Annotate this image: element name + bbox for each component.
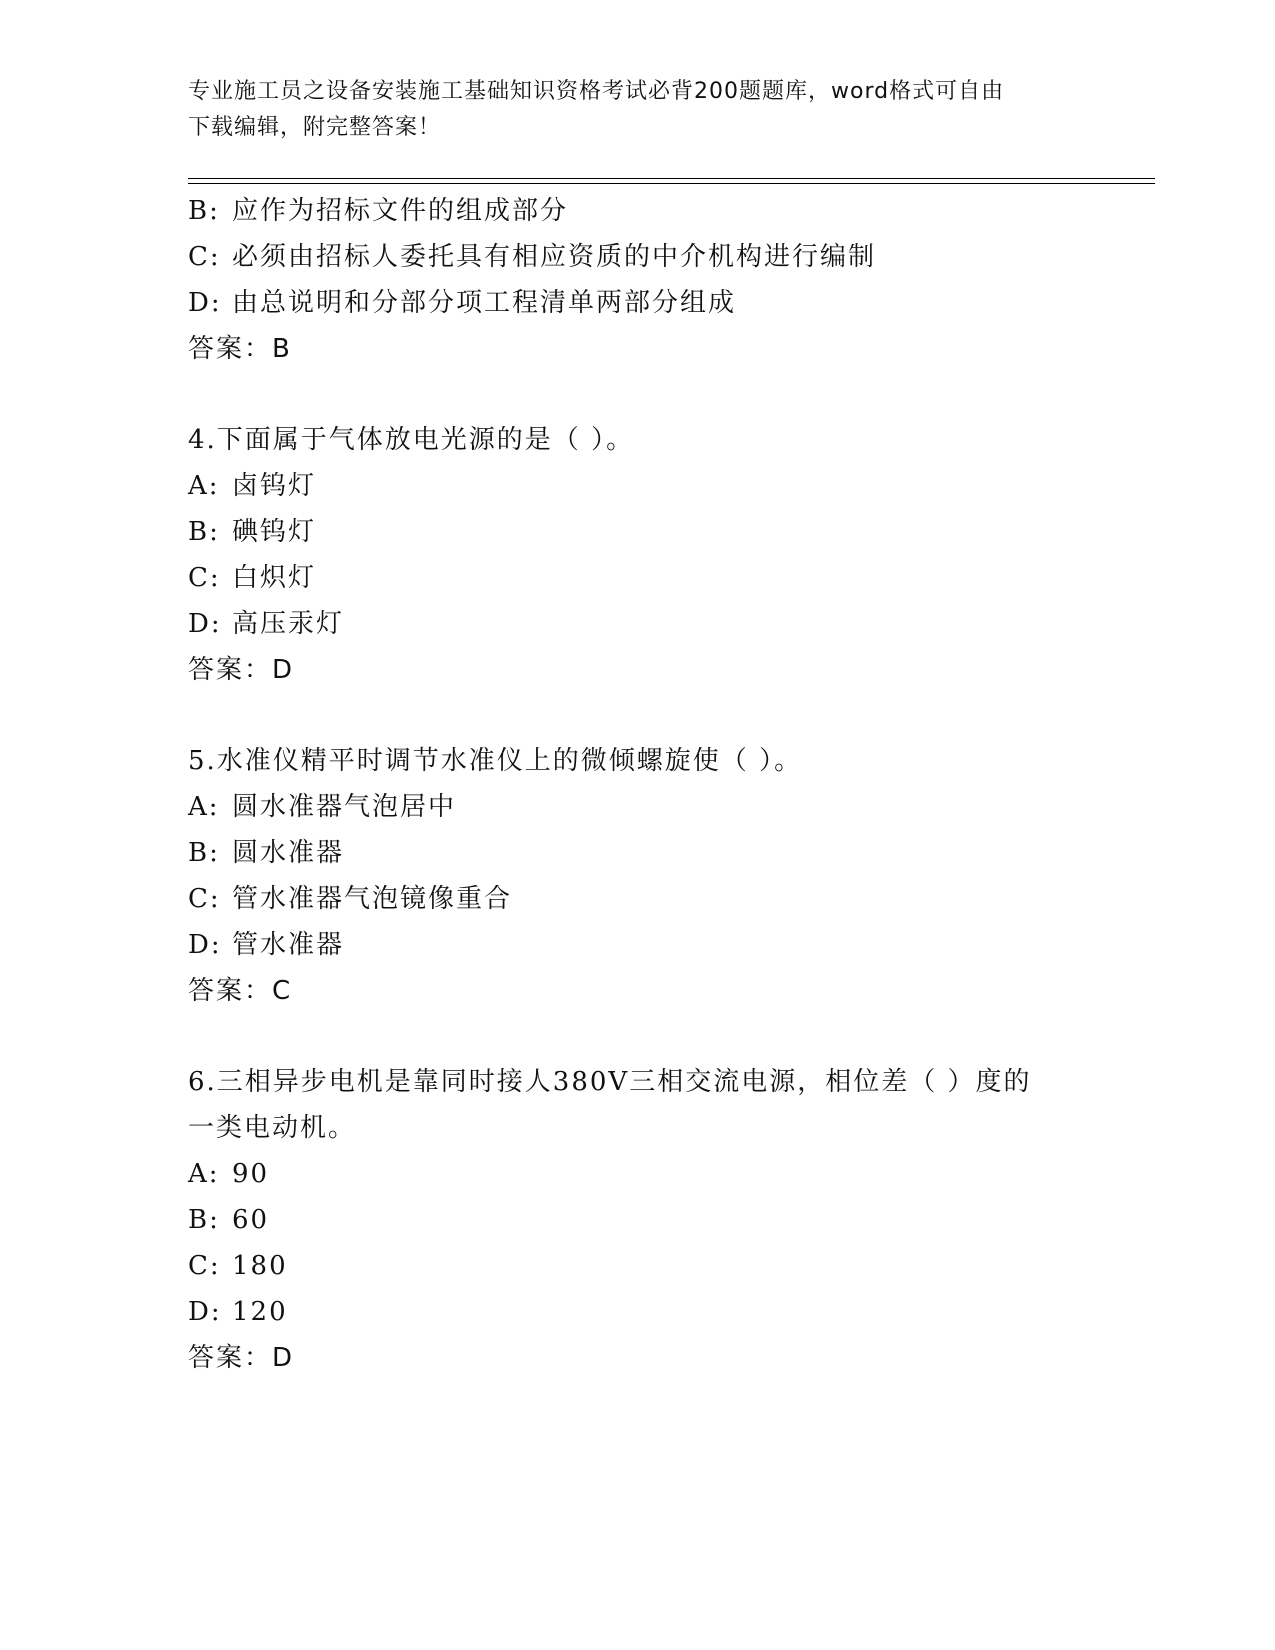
option-b xyxy=(188,830,1088,876)
option-label: B: xyxy=(188,1205,220,1235)
option-a xyxy=(188,463,1088,509)
option-text: 应作为招标文件的组成部分 xyxy=(232,196,569,226)
option-text: 60 xyxy=(232,1205,270,1235)
option-label: B: xyxy=(188,838,220,868)
header-line-1: 专业施工员之设备安装施工基础知识资格考试必背200题题库，word格式可自由 xyxy=(188,79,1005,104)
option-text: 圆水准器气泡居中 xyxy=(232,792,457,822)
question-4 xyxy=(188,417,1088,693)
option-label: D: xyxy=(188,930,222,960)
option-text: 白炽灯 xyxy=(232,563,317,593)
option-b xyxy=(188,509,1088,555)
option-text: 高压汞灯 xyxy=(232,609,345,639)
option-text: 120 xyxy=(232,1297,288,1327)
option-d xyxy=(188,601,1088,647)
question-list xyxy=(188,188,1088,1381)
option-text: 必须由招标人委托具有相应资质的中介机构进行编制 xyxy=(232,242,877,272)
option-c xyxy=(188,234,1088,280)
option-text: 卤钨灯 xyxy=(232,471,317,501)
option-d xyxy=(188,1289,1088,1335)
option-label: D: xyxy=(188,1297,222,1327)
option-label: C: xyxy=(188,884,221,914)
option-label: C: xyxy=(188,563,221,593)
option-c xyxy=(188,555,1088,601)
option-label: A: xyxy=(188,1159,220,1189)
header-divider-bottom xyxy=(188,183,1155,184)
option-b xyxy=(188,1197,1088,1243)
option-label: D: xyxy=(188,609,222,639)
option-text: 90 xyxy=(232,1159,270,1189)
question-3 xyxy=(188,188,1088,372)
option-b xyxy=(188,188,1088,234)
option-label: A: xyxy=(188,471,220,501)
header-divider-top xyxy=(188,178,1155,179)
option-label: A: xyxy=(188,792,220,822)
option-c xyxy=(188,876,1088,922)
option-text: 管水准器 xyxy=(232,930,345,960)
option-label: B: xyxy=(188,196,220,226)
option-text: 管水准器气泡镜像重合 xyxy=(232,884,513,914)
question-stem: 5.水准仪精平时调节水准仪上的微倾螺旋使（ ）。 xyxy=(188,746,803,776)
question-6 xyxy=(188,1059,1088,1381)
question-5 xyxy=(188,738,1088,1014)
header-line-2: 下载编辑，附完整答案！ xyxy=(188,115,442,140)
question-stem-line-1: 6.三相异步电机是靠同时接人380V三相交流电源，相位差（ ）度的 xyxy=(188,1067,1032,1097)
question-stem-line-2: 一类电动机。 xyxy=(188,1113,357,1143)
option-d xyxy=(188,280,1088,326)
answer: 答案：B xyxy=(188,334,292,364)
answer: 答案：D xyxy=(188,655,295,685)
option-text: 180 xyxy=(232,1251,288,1281)
option-text: 由总说明和分部分项工程清单两部分组成 xyxy=(232,288,737,318)
option-label: B: xyxy=(188,517,220,547)
option-label: C: xyxy=(188,1251,221,1281)
option-a xyxy=(188,784,1088,830)
answer: 答案：C xyxy=(188,976,293,1006)
option-text: 圆水准器 xyxy=(232,838,345,868)
option-a xyxy=(188,1151,1088,1197)
option-label: C: xyxy=(188,242,221,272)
option-d xyxy=(188,922,1088,968)
document-header xyxy=(188,74,1068,146)
answer: 答案：D xyxy=(188,1343,295,1373)
question-stem: 4.下面属于气体放电光源的是（ ）。 xyxy=(188,425,635,455)
option-c xyxy=(188,1243,1088,1289)
option-label: D: xyxy=(188,288,222,318)
option-text: 碘钨灯 xyxy=(232,517,317,547)
